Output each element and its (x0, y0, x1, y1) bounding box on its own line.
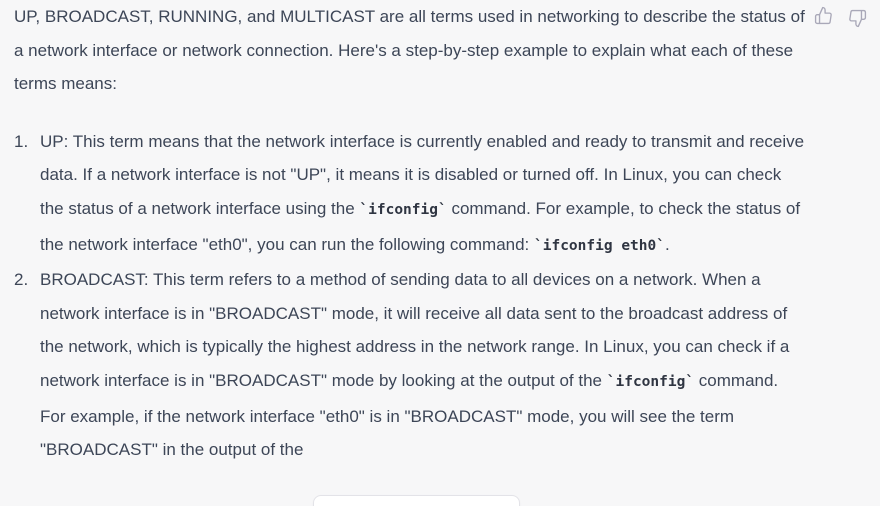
inline-code: `ifconfig` (359, 201, 447, 218)
body-text: command. For example, to check the status of the network interface "eth0", you can run the following command: (40, 198, 801, 254)
intro-paragraph (14, 0, 806, 101)
body-text: UP: This term means that the network interface is currently enabled and ready to transmit and receive data. If a network interface is not "UP", it means it is disabled or turned off. In Linux, you can check the status of a network interface using the (40, 131, 805, 218)
inline-code: `ifconfig` (606, 373, 695, 390)
inline-code: `ifconfig eth0` (534, 237, 665, 254)
intro-text: UP, BROADCAST, RUNNING, and MULTICAST are all terms used in networking to describe the status of a network interface or network connection. Here's a step-by-step example to explain what each of these terms means: (14, 7, 805, 94)
thumbs-up-button[interactable] (814, 5, 834, 25)
list-marker: 2. (14, 270, 29, 290)
message-content (14, 0, 806, 467)
thumbs-up-icon (814, 6, 834, 25)
list-marker: 1. (14, 131, 29, 151)
body-text: . (664, 234, 670, 254)
list-item-body (40, 263, 806, 467)
regenerate-response-button[interactable] (313, 495, 520, 506)
list-item-body (40, 125, 806, 263)
message-actions (814, 5, 868, 28)
thumbs-down-icon (848, 9, 868, 28)
terms-list (14, 125, 806, 467)
body-text: command. For example, if the network interface "eth0" is in "BROADCAST" mode, you will see the term "BROADCAST" in the output of the (40, 370, 779, 460)
body-text: BROADCAST: This term refers to a method of sending data to all devices on a network. When a network interface is in "BROADCAST" mode, it will receive all data sent to the broadcast address of the network, which is typically the highest address in the network range. In Linux, you can check if a network interface is in "BROADCAST" mode by looking at the output of the (40, 270, 790, 390)
thumbs-down-button[interactable] (848, 8, 868, 28)
list-item-up (14, 125, 806, 263)
list-item-broadcast (14, 263, 806, 467)
